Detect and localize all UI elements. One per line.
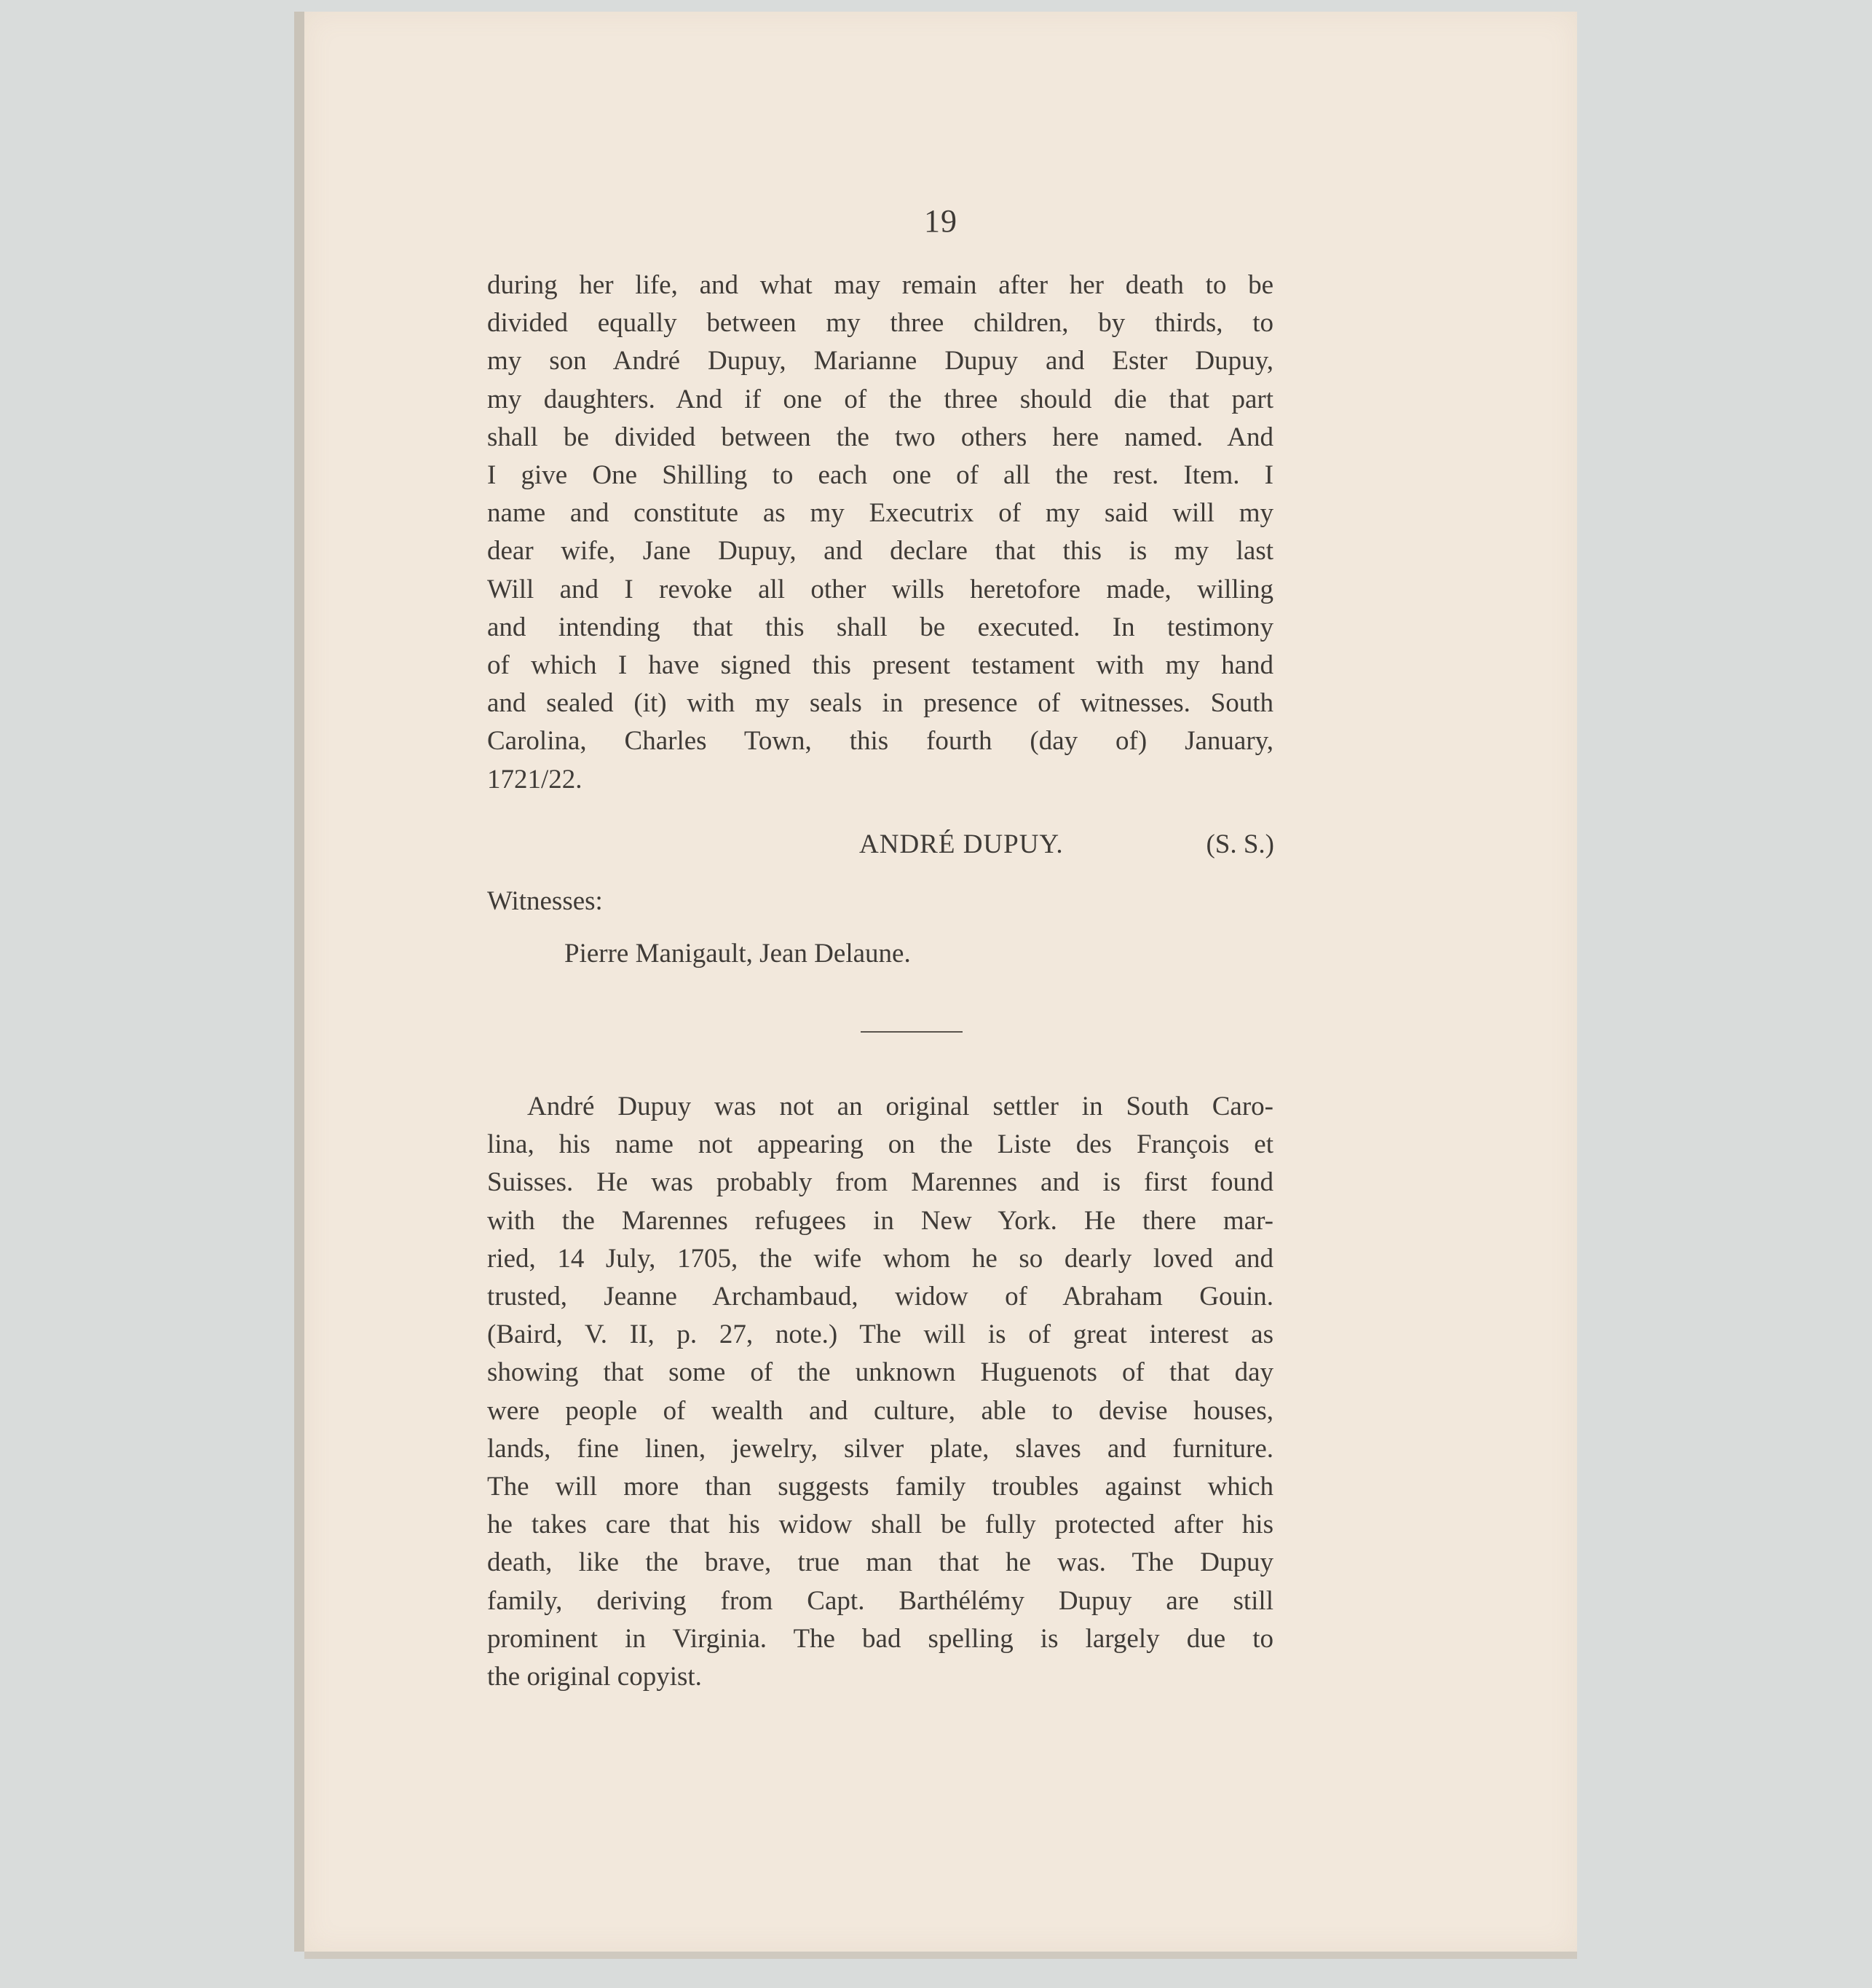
text-line: prominent in Virginia. The bad spelling is largely due to xyxy=(487,1623,1273,1654)
text-line: lina, his name not appearing on the Liste des François et xyxy=(487,1129,1273,1160)
commentary-text xyxy=(487,1088,1273,1696)
scan-edge-left xyxy=(294,12,304,1952)
text-line: lands, fine linen, jewelry, silver plate, slaves and furniture. xyxy=(487,1433,1273,1464)
seal-mark: (S. S.) xyxy=(1206,829,1274,859)
text-line: were people of wealth and culture, able to devise houses, xyxy=(487,1395,1273,1426)
text-line: trusted, Jeanne Archambaud, widow of Abraham Gouin. xyxy=(487,1282,1273,1312)
text-line: during her life, and what may remain after her death to be xyxy=(487,270,1273,300)
text-line: of which I have signed this present testament with my hand xyxy=(487,650,1273,681)
text-line: André Dupuy was not an original settler in South Caro- xyxy=(527,1092,1273,1121)
text-line: ried, 14 July, 1705, the wife whom he so dearly loved and xyxy=(487,1243,1273,1274)
witnesses-names: Pierre Manigault, Jean Delaune. xyxy=(564,939,911,969)
text-line: Carolina, Charles Town, this fourth (day of) January, xyxy=(487,726,1273,757)
text-line: shall be divided between the two others here named. And xyxy=(487,422,1273,452)
book-page xyxy=(304,12,1577,1952)
text-line: divided equally between my three children, by thirds, to xyxy=(487,308,1273,339)
text-line: my son André Dupuy, Marianne Dupuy and Ester Dupuy, xyxy=(487,346,1273,376)
scan-edge-bottom xyxy=(304,1952,1577,1959)
text-line: with the Marennes refugees in New York. He there mar- xyxy=(487,1205,1273,1236)
text-line: I give One Shilling to each one of all the rest. Item. I xyxy=(487,460,1273,491)
text-line: 1721/22. xyxy=(487,764,582,794)
text-line: and intending that this shall be executed. In testimony xyxy=(487,612,1273,642)
section-divider xyxy=(861,1031,963,1033)
text-line: and sealed (it) with my seals in presence of witnesses. South xyxy=(487,688,1273,719)
text-line: The will more than suggests family troubles against which xyxy=(487,1472,1273,1502)
text-line: the original copyist. xyxy=(487,1662,702,1692)
will-text xyxy=(487,267,1273,799)
page-number: 19 xyxy=(924,203,957,239)
text-line: Will and I revoke all other wills heretofore made, willing xyxy=(487,574,1273,604)
text-line: dear wife, Jane Dupuy, and declare that this is my last xyxy=(487,536,1273,567)
text-line: death, like the brave, true man that he was. The Dupuy xyxy=(487,1547,1273,1578)
text-line: my daughters. And if one of the three should die that part xyxy=(487,384,1273,414)
signature-name: ANDRÉ DUPUY. xyxy=(859,829,1064,859)
text-line: Suisses. He was probably from Marennes and is first found xyxy=(487,1167,1273,1198)
text-line: he takes care that his widow shall be fully protected after his xyxy=(487,1510,1273,1540)
witnesses-label: Witnesses: xyxy=(487,886,603,916)
text-line: name and constitute as my Executrix of my said will my xyxy=(487,498,1273,529)
text-line: showing that some of the unknown Huguenots of that day xyxy=(487,1357,1273,1388)
text-line: (Baird, V. II, p. 27, note.) The will is of great interest as xyxy=(487,1320,1273,1350)
text-line: family, deriving from Capt. Barthélémy Dupuy are still xyxy=(487,1585,1273,1616)
